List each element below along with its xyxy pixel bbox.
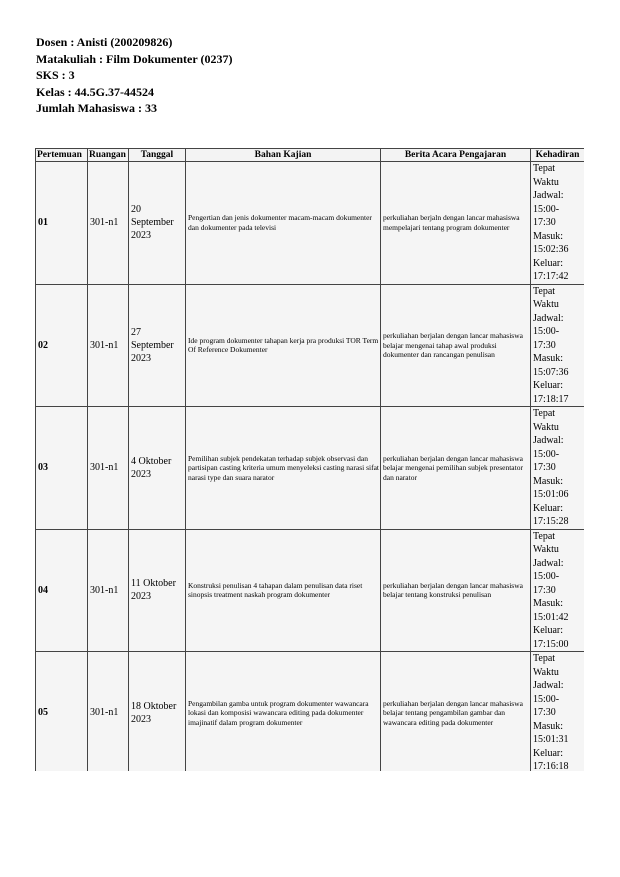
column-header-tanggal: Tanggal bbox=[129, 149, 186, 162]
column-header-ruangan: Ruangan bbox=[88, 149, 129, 162]
room-cell: 301-n1 bbox=[88, 162, 129, 285]
attendance-table-container bbox=[35, 148, 584, 771]
attendance-table bbox=[35, 148, 584, 771]
table-row bbox=[36, 162, 585, 285]
attendance-line: Keluar: bbox=[533, 747, 563, 759]
attendance-line: Tepat bbox=[533, 408, 556, 419]
attendance-line: Waktu bbox=[533, 544, 559, 555]
attendance-line: 17:18:17 bbox=[533, 393, 569, 405]
attendance-line: Waktu bbox=[533, 666, 559, 678]
teaching-report-cell: perkuliahan berjalan dengan lancar mahasiswa belajar tentang konstruksi penulisan bbox=[381, 529, 531, 652]
attendance-line: Masuk: bbox=[533, 720, 563, 732]
attendance-cell bbox=[531, 652, 585, 772]
attendance-line: 17:30 bbox=[533, 707, 556, 718]
room-cell: 301-n1 bbox=[88, 529, 129, 652]
attendance-line: 17:17:42 bbox=[533, 271, 569, 282]
date-cell: 11 Oktober 2023 bbox=[129, 529, 186, 652]
study-material-cell: Ide program dokumenter tahapan kerja pra produksi TOR Term Of Reference Dokumenter bbox=[186, 284, 381, 407]
date-cell: 20 September 2023 bbox=[129, 162, 186, 285]
meeting-number: 04 bbox=[36, 529, 88, 652]
study-material-cell: Pengertian dan jenis dokumenter macam-macam dokumenter dan dokumenter pada televisi bbox=[186, 162, 381, 285]
attendance-line: Jadwal: bbox=[533, 557, 564, 569]
meeting-number: 03 bbox=[36, 407, 88, 530]
table-row bbox=[36, 529, 585, 652]
attendance-line: 15:01:06 bbox=[533, 489, 569, 500]
attendance-line: 15:01:31 bbox=[533, 734, 569, 745]
attendance-line: 15:00- bbox=[533, 203, 560, 215]
attendance-line: 17:15:28 bbox=[533, 516, 569, 527]
attendance-line: Waktu bbox=[533, 299, 559, 310]
attendance-line: Jadwal: bbox=[533, 190, 564, 201]
teaching-report-cell: perkuliahan berjalan dengan lancar mahasiswa belajar mengenai tahap awal produksi dokumenter dan rancangan penulisan bbox=[381, 284, 531, 407]
attendance-line: Jadwal: bbox=[533, 680, 564, 691]
teaching-report-cell: perkuliahan berjalan dengan lancar mahasiswa belajar tentang pengambilan gambar dan wawancara editing pada dokumenter bbox=[381, 652, 531, 772]
attendance-line: 15:07:36 bbox=[533, 366, 569, 378]
attendance-line: 17:30 bbox=[533, 584, 556, 596]
attendance-line: 15:00- bbox=[533, 448, 560, 460]
class-code: Kelas : 44.5G.37-44524 bbox=[36, 84, 154, 99]
date-cell: 4 Oktober 2023 bbox=[129, 407, 186, 530]
attendance-cell bbox=[531, 162, 585, 285]
attendance-line: Keluar: bbox=[533, 380, 563, 391]
attendance-line: 15:00- bbox=[533, 326, 560, 337]
attendance-line: Masuk: bbox=[533, 230, 563, 242]
date-cell: 27 September 2023 bbox=[129, 284, 186, 407]
attendance-line: Jadwal: bbox=[533, 312, 564, 324]
attendance-line: Tepat bbox=[533, 285, 556, 297]
column-header-pertemuan: Pertemuan bbox=[36, 149, 88, 162]
attendance-line: 15:02:36 bbox=[533, 244, 569, 255]
course-name: Matakuliah : Film Dokumenter (0237) bbox=[36, 51, 233, 66]
credit-units: SKS : 3 bbox=[36, 68, 75, 82]
attendance-cell bbox=[531, 529, 585, 652]
student-count: Jumlah Mahasiswa : 33 bbox=[36, 101, 158, 115]
table-row bbox=[36, 284, 585, 407]
attendance-line: Keluar: bbox=[533, 502, 563, 514]
attendance-cell bbox=[531, 407, 585, 530]
attendance-line: 17:30 bbox=[533, 217, 556, 228]
study-material-cell: Pemilihan subjek pendekatan terhadap subjek observasi dan partisipan casting kriteria umum menyeleksi casting narasi sifat narasi type dan suara narator bbox=[186, 407, 381, 530]
table-header-row bbox=[36, 149, 585, 162]
document-header bbox=[36, 34, 232, 117]
meeting-number: 01 bbox=[36, 162, 88, 285]
attendance-line: 17:16:18 bbox=[533, 761, 569, 771]
attendance-line: 17:15:00 bbox=[533, 638, 569, 650]
teaching-report-cell: perkuliahan berjaln dengan lancar mahasiswa mempelajari tentang program dokumenter bbox=[381, 162, 531, 285]
attendance-line: Waktu bbox=[533, 176, 559, 188]
column-header-berita-acara: Berita Acara Pengajaran bbox=[381, 149, 531, 162]
attendance-line: Masuk: bbox=[533, 353, 563, 364]
meeting-number: 05 bbox=[36, 652, 88, 772]
attendance-line: Jadwal: bbox=[533, 435, 564, 446]
attendance-line: 15:00- bbox=[533, 571, 560, 582]
attendance-line: 15:01:42 bbox=[533, 611, 569, 623]
lecturer-name: Dosen : Anisti (200209826) bbox=[36, 35, 173, 49]
attendance-line: 17:30 bbox=[533, 462, 556, 473]
meeting-number: 02 bbox=[36, 284, 88, 407]
attendance-line: Tepat bbox=[533, 163, 556, 174]
attendance-line: 17:30 bbox=[533, 339, 556, 351]
attendance-line: Masuk: bbox=[533, 475, 563, 487]
room-cell: 301-n1 bbox=[88, 284, 129, 407]
room-cell: 301-n1 bbox=[88, 652, 129, 772]
column-header-bahan-kajian: Bahan Kajian bbox=[186, 149, 381, 162]
teaching-report-cell: perkuliahan berjalan dengan lancar mahasiswa belajar mengenai pemilihan subjek presentator dan narator bbox=[381, 407, 531, 530]
attendance-cell bbox=[531, 284, 585, 407]
attendance-line: Tepat bbox=[533, 653, 556, 664]
attendance-line: Masuk: bbox=[533, 598, 563, 609]
date-cell: 18 Oktober 2023 bbox=[129, 652, 186, 772]
column-header-kehadiran: Kehadiran bbox=[531, 149, 585, 162]
attendance-line: Keluar: bbox=[533, 257, 563, 269]
attendance-line: Keluar: bbox=[533, 625, 563, 636]
table-row bbox=[36, 407, 585, 530]
room-cell: 301-n1 bbox=[88, 407, 129, 530]
table-row bbox=[36, 652, 585, 772]
attendance-line: Waktu bbox=[533, 421, 559, 433]
attendance-line: Tepat bbox=[533, 530, 556, 542]
study-material-cell: Konstruksi penulisan 4 tahapan dalam penulisan data riset sinopsis treatment naskah program dokumenter bbox=[186, 529, 381, 652]
attendance-line: 15:00- bbox=[533, 693, 560, 705]
study-material-cell: Pengambilan gamba untuk program dokumenter wawancara lokasi dan komposisi wawancara editing pada dokumenter imajinatif dalam program dokumenter bbox=[186, 652, 381, 772]
